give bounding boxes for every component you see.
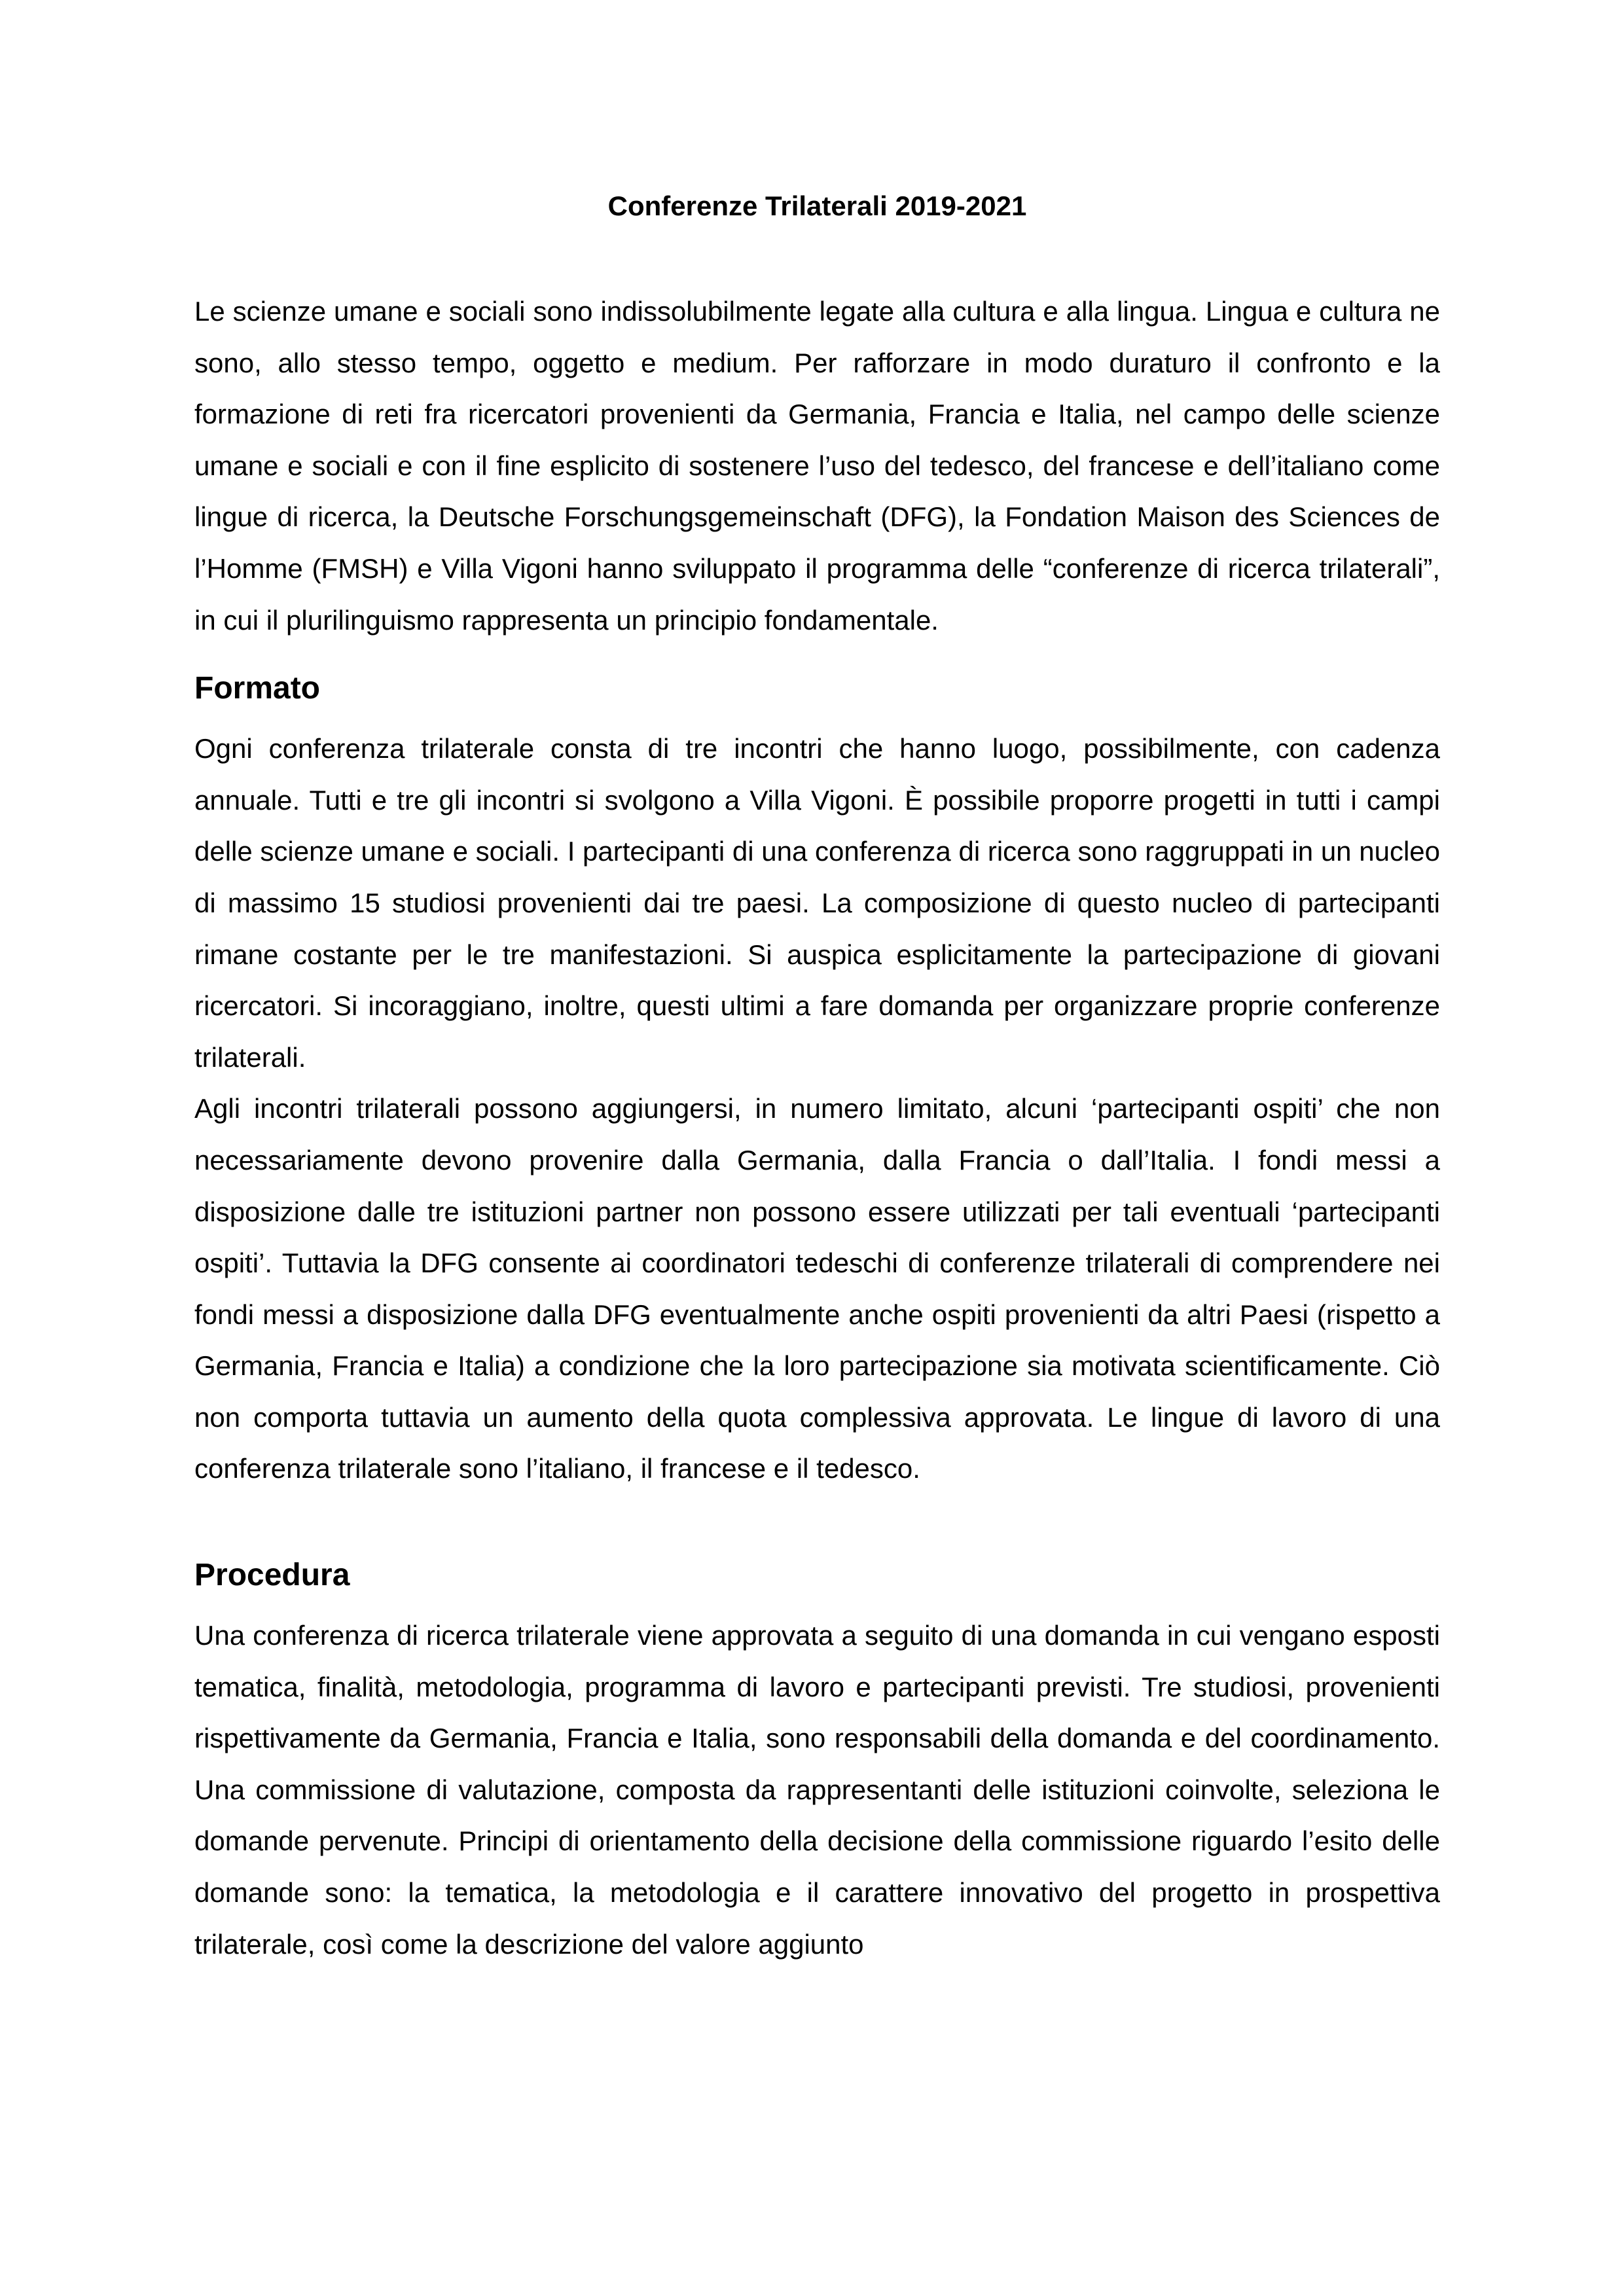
formato-paragraph-2: Agli incontri trilaterali possono aggiungersi, in numero limitato, alcuni ‘partecipanti ospiti’ che non necessariamente devono provenire dalla Germania, dalla Francia o dall’Italia. I fondi messi a disposizione dalle tre istituzioni partner non possono essere utilizzati per tali eventuali ‘partecipanti ospiti’. Tuttavia la DFG consente ai coordinatori tedeschi di conferenze trilaterali di comprendere nei fondi messi a disposizione dalla DFG eventualmente anche ospiti provenienti da altri Paesi (rispetto a Germania, Francia e Italia) a condizione che la loro partecipazione sia motivata scientificamente. Ciò non comporta tuttavia un aumento della quota complessiva approvata. Le lingue di lavoro di una conferenza trilaterale sono l’italiano, il francese e il tedesco. (194, 1093, 1440, 1484)
formato-paragraph-1: Ogni conferenza trilaterale consta di tre incontri che hanno luogo, possibilmente, con cadenza annuale. Tutti e tre gli incontri si svolgono a Villa Vigoni. È possibile proporre progetti in tutti i campi delle scienze umane e sociali. I partecipanti di una conferenza di ricerca sono raggruppati in un nucleo di massimo 15 studiosi provenienti dai tre paesi. La composizione di questo nucleo di partecipanti rimane costante per le tre manifestazioni. Si auspica esplicitamente la partecipazione di giovani ricercatori. Si incoraggiano, inoltre, questi ultimi a fare domanda per organizzare proprie conferenze trilaterali. (194, 733, 1440, 1073)
section-heading-formato: Formato (194, 671, 320, 706)
document-body (194, 187, 1440, 1970)
intro-paragraph: Le scienze umane e sociali sono indissolubilmente legate alla cultura e alla lingua. Lingua e cultura ne sono, allo stesso tempo, oggetto e medium. Per rafforzare in modo duraturo il confronto e la formazione di reti fra ricercatori provenienti da Germania, Francia e Italia, nel campo delle scienze umane e sociali e con il fine esplicito di sostenere l’uso del tedesco, del francese e dell’italiano come lingue di ricerca, la Deutsche Forschungsgemeinschaft (DFG), la Fondation Maison des Sciences de l’Homme (FMSH) e Villa Vigoni hanno sviluppato il programma delle “conferenze di ricerca trilaterali”, in cui il plurilinguismo rappresenta un principio fondamentale. (194, 296, 1440, 636)
document-title: Conferenze Trilaterali 2019-2021 (607, 190, 1027, 221)
section-heading-procedura: Procedura (194, 1558, 350, 1593)
procedura-paragraph-1: Una conferenza di ricerca trilaterale viene approvata a seguito di una domanda in cui vengano esposti tematica, finalità, metodologia, programma di lavoro e partecipanti previsti. Tre studiosi, provenienti rispettivamente da Germania, Francia e Italia, sono responsabili della domanda e del coordinamento. Una commissione di valutazione, composta da rappresentanti delle istituzioni coinvolte, seleziona le domande pervenute. Principi di orientamento della decisione della commissione riguardo l’esito delle domande sono: la tematica, la metodologia e il carattere innovativo del progetto in prospettiva trilaterale, così come la descrizione del valore aggiunto (194, 1620, 1440, 1960)
